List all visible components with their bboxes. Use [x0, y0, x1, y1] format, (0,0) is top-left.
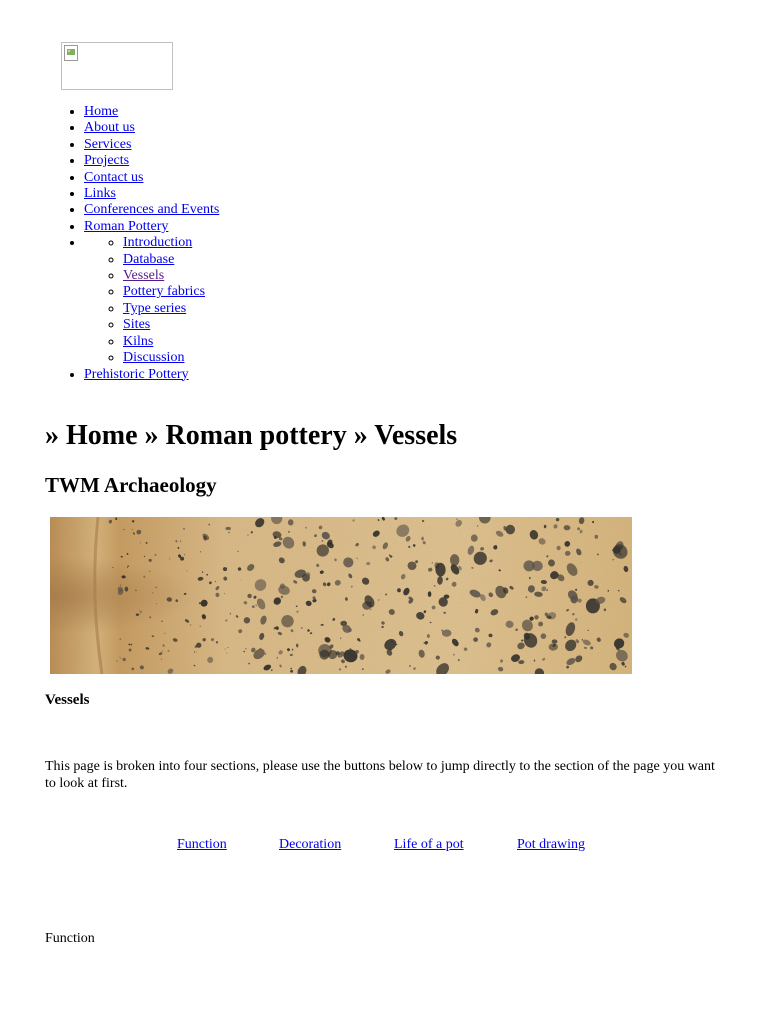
subnav-link-discussion[interactable]: Discussion — [123, 350, 185, 366]
nav-link-about[interactable]: About us — [84, 120, 135, 136]
subnav-item-introduction — [123, 235, 254, 251]
nav-link-projects[interactable]: Projects — [84, 153, 130, 169]
subnav-link-pottery-fabrics[interactable]: Pottery fabrics — [123, 284, 206, 300]
subnav-link-introduction[interactable]: Introduction — [123, 235, 193, 251]
nav-item-home — [84, 104, 254, 120]
subnav-item-database — [123, 252, 254, 268]
subnav-link-vessels[interactable]: Vessels — [123, 268, 165, 284]
jump-link-function[interactable]: Function — [177, 837, 227, 852]
subnav-item-discussion — [123, 350, 254, 366]
nav-item-prehistoric-pottery — [84, 367, 254, 383]
section-heading-vessels: Vessels — [45, 692, 90, 708]
jump-link-decoration[interactable]: Decoration — [279, 837, 342, 852]
nav-item-services — [84, 137, 254, 153]
roman-pottery-submenu — [84, 235, 254, 366]
main-navigation — [44, 104, 254, 383]
nav-link-home[interactable]: Home — [84, 104, 119, 119]
jump-link-life-of-a-pot[interactable]: Life of a pot — [394, 837, 464, 852]
subnav-link-type-series[interactable]: Type series — [123, 300, 187, 316]
subnav-item-type-series — [123, 301, 254, 317]
nav-link-conferences[interactable]: Conferences and Events — [84, 202, 220, 218]
broken-image-icon — [64, 45, 78, 61]
subnav-item-kilns — [123, 334, 254, 350]
pottery-fabric-banner-image — [50, 517, 632, 674]
subnav-item-sites — [123, 317, 254, 333]
intro-paragraph: This page is broken into four sections, please use the buttons below to jump directly to the section of the page you want to look at first. — [45, 759, 715, 791]
nav-link-services[interactable]: Services — [84, 136, 132, 152]
subnav-item-pottery-fabrics — [123, 284, 254, 300]
nav-item-contact — [84, 170, 254, 186]
nav-item-links — [84, 186, 254, 202]
subnav-item-vessels — [123, 268, 254, 284]
nav-item-conferences — [84, 202, 254, 218]
nav-item-about — [84, 120, 254, 136]
nav-link-contact[interactable]: Contact us — [84, 169, 144, 185]
nav-item-roman-pottery — [84, 219, 254, 235]
subnav-link-kilns[interactable]: Kilns — [123, 333, 154, 349]
nav-item-projects — [84, 153, 254, 169]
subnav-link-database[interactable]: Database — [123, 251, 175, 267]
function-section-label: Function — [45, 931, 95, 946]
nav-link-prehistoric-pottery[interactable]: Prehistoric Pottery — [84, 366, 189, 382]
nav-link-roman-pottery[interactable]: Roman Pottery — [84, 218, 169, 234]
site-title: TWM Archaeology — [45, 473, 217, 497]
nav-item-submenu — [84, 235, 254, 366]
breadcrumb-heading: » Home » Roman pottery » Vessels — [45, 420, 458, 451]
site-logo-image[interactable] — [61, 42, 173, 90]
nav-link-links[interactable]: Links — [84, 186, 116, 202]
subnav-link-sites[interactable]: Sites — [123, 317, 151, 333]
jump-link-pot-drawing[interactable]: Pot drawing — [517, 837, 586, 852]
